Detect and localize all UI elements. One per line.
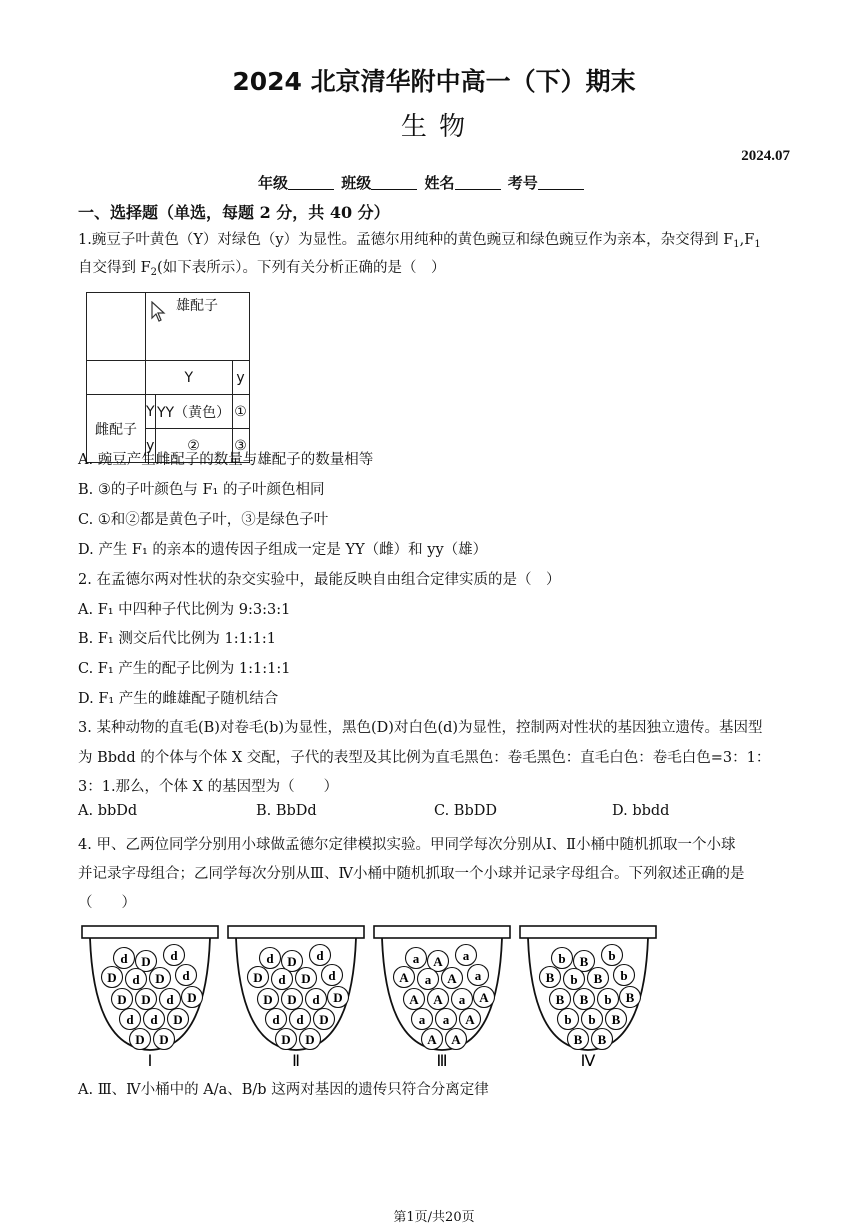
ball-label: d xyxy=(132,972,140,987)
bucket-rim xyxy=(520,926,656,938)
ball-label: D xyxy=(305,1032,315,1047)
ball-label: D xyxy=(135,1032,145,1047)
q3-stem-line2: 为 Bbdd 的个体与个体 X 交配，子代的表型及其比例为直毛黑色：卷毛黑色：直毛白色：卷毛白色=3：1： xyxy=(78,750,771,766)
section-heading: 一、选择题（单选，每题 2 分，共 40 分） xyxy=(78,203,390,222)
ball-label: b xyxy=(558,951,566,966)
ball-label: d xyxy=(126,1012,134,1027)
q1-option-a[interactable]: A. 豌豆产生雌配子的数量与雄配子的数量相等 xyxy=(78,452,374,468)
ball-label: a xyxy=(442,1012,450,1027)
ball-label: D xyxy=(253,970,263,985)
ball-label: b xyxy=(604,992,612,1007)
ball-label: b xyxy=(564,1012,572,1027)
bucket-label: Ⅰ xyxy=(147,1053,153,1068)
ball-label: d xyxy=(272,1012,280,1027)
ball-label: A xyxy=(479,990,489,1005)
table-corner-cell xyxy=(87,293,146,361)
bucket-3 xyxy=(374,926,510,1068)
page-footer: 第1页/共20页 xyxy=(393,1210,475,1225)
female-gamete-header: 雌配子 xyxy=(87,395,146,463)
col-header-y: y xyxy=(232,361,249,395)
ball-label: D xyxy=(333,990,343,1005)
ball-label: d xyxy=(328,968,336,983)
field-id-blank[interactable] xyxy=(538,175,584,190)
q4-option-a[interactable]: A. Ⅲ、Ⅳ小桶中的 A/a、B/b 这两对基因的遗传只符合分离定律 xyxy=(78,1082,489,1098)
cell-3: ③ xyxy=(232,429,249,463)
q2-option-d[interactable]: D. F₁ 产生的雌雄配子随机结合 xyxy=(78,691,279,707)
field-name-label: 姓名 xyxy=(424,174,455,192)
ball-label: d xyxy=(266,951,274,966)
bucket-rim xyxy=(374,926,510,938)
male-gamete-header: 雄配子 xyxy=(146,293,250,361)
ball-label: a xyxy=(424,972,432,987)
ball-label: D xyxy=(319,1012,329,1027)
bucket-1 xyxy=(82,926,218,1068)
field-grade-blank[interactable] xyxy=(288,175,334,190)
ball-label: a xyxy=(458,992,466,1007)
ball-label: B xyxy=(625,990,635,1005)
ball-label: B xyxy=(573,1032,583,1047)
q1-option-d[interactable]: D. 产生 F₁ 的亲本的遗传因子组成一定是 YY（雌）和 yy（雄） xyxy=(78,542,488,558)
ball-label: D xyxy=(263,992,273,1007)
q4-stem-line3: （ ） xyxy=(78,895,136,911)
ball-label: b xyxy=(588,1012,596,1027)
exam-date: 2024.07 xyxy=(741,148,790,164)
ball-label: b xyxy=(608,948,616,963)
row-header-y: y xyxy=(146,429,156,463)
q3-option-d[interactable]: D. bbdd xyxy=(612,803,670,819)
bucket-rim xyxy=(82,926,218,938)
q2-option-a[interactable]: A. F₁ 中四种子代比例为 9:3:3:1 xyxy=(78,602,291,618)
bucket-figure xyxy=(74,918,674,1068)
col-header-Y: Y xyxy=(146,361,233,395)
q2-option-c[interactable]: C. F₁ 产生的配子比例为 1:1:1:1 xyxy=(78,661,291,677)
q1-stem-line2: 自交得到 $F_2$(如下表所示）。下列有关分析正确的是（ ） xyxy=(78,260,446,278)
ball-label: a xyxy=(412,951,420,966)
ball-label: d xyxy=(150,1012,158,1027)
field-class-label: 班级 xyxy=(341,174,372,192)
ball-label: A xyxy=(447,971,457,986)
q3-option-a[interactable]: A. bbDd xyxy=(78,803,138,819)
ball-label: d xyxy=(312,992,320,1007)
ball-label: d xyxy=(182,968,190,983)
ball-label: D xyxy=(117,992,127,1007)
bucket-2 xyxy=(228,926,364,1068)
q2-option-b[interactable]: B. F₁ 测交后代比例为 1:1:1:1 xyxy=(78,631,277,647)
cursor-icon xyxy=(150,301,166,323)
ball-label: D xyxy=(173,1012,183,1027)
cell-2: ② xyxy=(155,429,232,463)
ball-label: d xyxy=(170,948,178,963)
ball-label: D xyxy=(287,954,297,969)
ball-label: A xyxy=(399,970,409,985)
ball-label: A xyxy=(433,992,443,1007)
ball-label: A xyxy=(427,1032,437,1047)
q1-option-c[interactable]: C. ①和②都是黄色子叶，③是绿色子叶 xyxy=(78,512,329,528)
ball-label: D xyxy=(141,992,151,1007)
ball-label: a xyxy=(474,968,482,983)
ball-label: D xyxy=(107,970,117,985)
punnett-table xyxy=(86,292,250,463)
ball-label: D xyxy=(287,992,297,1007)
bucket-label: Ⅲ xyxy=(436,1053,448,1068)
cell-YY: YY（黄色） xyxy=(155,395,232,429)
q4-stem-line2: 并记录字母组合；乙同学每次分别从Ⅲ、Ⅳ小桶中随机抓取一个小球并记录字母组合。下列叙述正确的是 xyxy=(78,866,745,882)
ball-label: d xyxy=(278,972,286,987)
ball-label: B xyxy=(597,1032,607,1047)
row-header-Y: Y xyxy=(146,395,156,429)
field-name-blank[interactable] xyxy=(455,175,501,190)
subject-title: 生 物 xyxy=(400,112,468,142)
field-id-label: 考号 xyxy=(507,174,538,192)
ball-label: A xyxy=(451,1032,461,1047)
cell-1: ① xyxy=(232,395,249,429)
ball-label: A xyxy=(433,954,443,969)
ball-label: A xyxy=(465,1012,475,1027)
ball-label: D xyxy=(159,1032,169,1047)
ball-label: a xyxy=(418,1012,426,1027)
ball-label: B xyxy=(593,971,603,986)
q2-stem: 2. 在孟德尔两对性状的杂交实验中，最能反映自由组合定律实质的是（ ） xyxy=(78,572,561,588)
ball-label: d xyxy=(316,948,324,963)
q4-stem-line1: 4. 甲、乙两位同学分别用小球做孟德尔定律模拟实验。甲同学每次分别从Ⅰ、Ⅱ小桶中随机抓取一个小球 xyxy=(78,837,736,853)
ball-label: b xyxy=(570,972,578,987)
ball-label: d xyxy=(166,992,174,1007)
q3-stem-line3: 3：1.那么，个体 X 的基因型为（ ） xyxy=(78,779,339,795)
ball-label: A xyxy=(409,992,419,1007)
ball-label: B xyxy=(555,992,565,1007)
bucket-rim xyxy=(228,926,364,938)
ball-label: D xyxy=(301,971,311,986)
ball-label: a xyxy=(462,948,470,963)
ball-label: D xyxy=(281,1032,291,1047)
q3-option-b[interactable]: B. BbDd xyxy=(256,803,317,819)
ball-label: D xyxy=(155,971,165,986)
ball-label: D xyxy=(141,954,151,969)
ball-label: b xyxy=(620,968,628,983)
ball-label: d xyxy=(296,1012,304,1027)
ball-label: B xyxy=(579,954,589,969)
ball-label: B xyxy=(579,992,589,1007)
q1-stem-line1: 1.豌豆子叶黄色（Y）对绿色（y）为显性。孟德尔用纯种的黄色豌豆和绿色豌豆作为亲本，杂交得到 $F_1,F_1$ xyxy=(78,232,761,250)
field-grade-label: 年级 xyxy=(258,174,289,192)
ball-label: B xyxy=(611,1012,621,1027)
bucket-label: Ⅳ xyxy=(580,1053,596,1068)
q1-option-b[interactable]: B. ③的子叶颜色与 F₁ 的子叶颜色相同 xyxy=(78,482,325,498)
page-title: 2024 北京清华附中高一（下）期末 xyxy=(232,67,636,96)
q3-stem-line1: 3. 某种动物的直毛(B)对卷毛(b)为显性，黑色(D)对白色(d)为显性，控制两对性状的基因独立遗传。基因型 xyxy=(78,720,763,736)
student-info-fields xyxy=(258,172,586,193)
q3-option-c[interactable]: C. BbDD xyxy=(434,803,497,819)
ball-label: D xyxy=(187,990,197,1005)
bucket-label: Ⅱ xyxy=(292,1053,300,1068)
ball-label: B xyxy=(545,970,555,985)
ball-label: d xyxy=(120,951,128,966)
field-class-blank[interactable] xyxy=(371,175,417,190)
bucket-4 xyxy=(520,926,656,1068)
